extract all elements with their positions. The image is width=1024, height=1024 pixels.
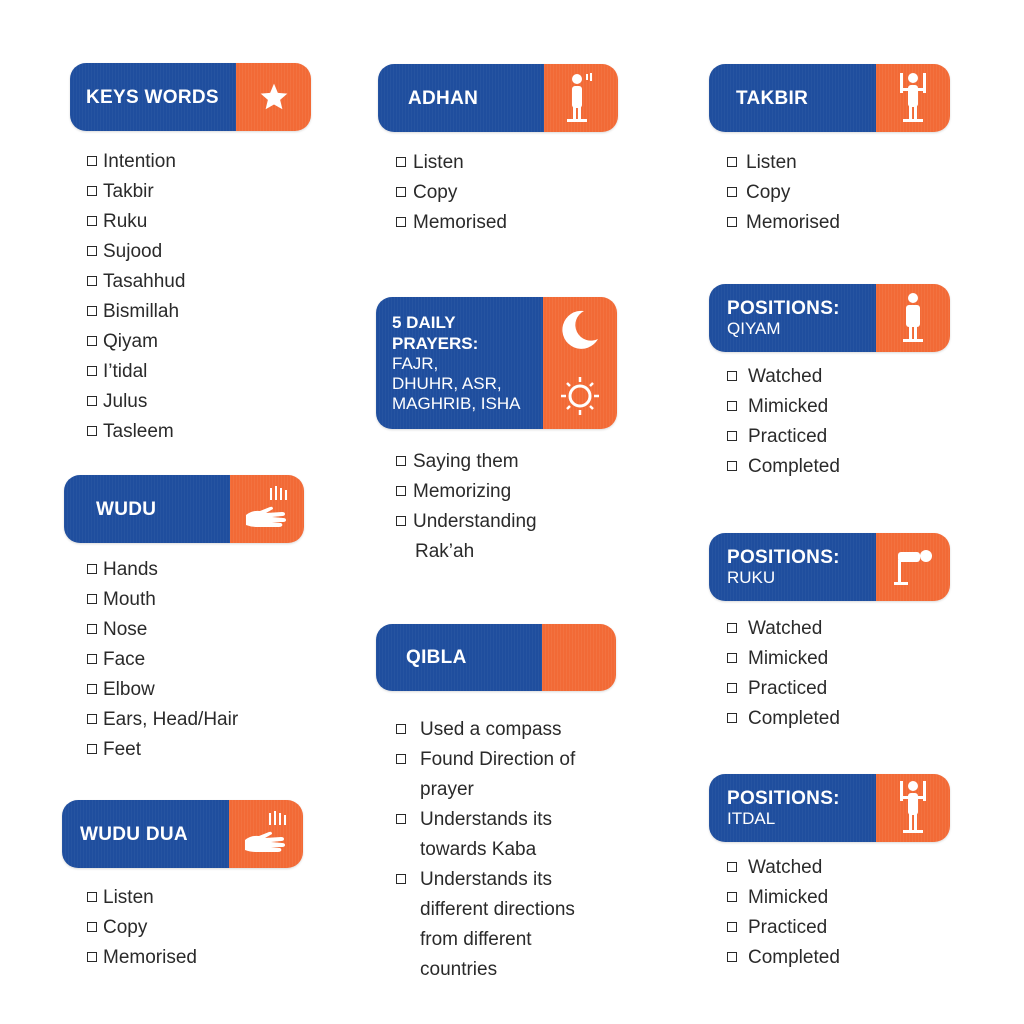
star-icon bbox=[236, 63, 311, 131]
qibla-header bbox=[376, 624, 616, 691]
checklist-item[interactable]: Hands bbox=[87, 555, 238, 585]
checklist-item[interactable]: Mouth bbox=[87, 585, 238, 615]
checkbox[interactable] bbox=[87, 714, 97, 724]
keywords-title: KEYS WORDS bbox=[86, 86, 219, 108]
checklist-item[interactable]: Copy bbox=[396, 178, 507, 208]
keywords-header bbox=[70, 63, 311, 131]
checklist-item[interactable]: Memorised bbox=[87, 943, 197, 973]
checklist-item[interactable]: Listen bbox=[87, 883, 197, 913]
wudu-title: WUDU bbox=[96, 498, 157, 520]
adhan-header bbox=[378, 64, 618, 132]
takbir-list bbox=[727, 148, 840, 238]
checklist-item-continuation: towards Kaba bbox=[420, 839, 537, 860]
checklist-item[interactable]: Memorised bbox=[727, 208, 840, 238]
crescent-moon-icon bbox=[560, 309, 600, 351]
checkbox[interactable] bbox=[87, 564, 97, 574]
checklist-item[interactable]: Feet bbox=[87, 735, 238, 765]
daily-prayers-list bbox=[396, 447, 537, 567]
checklist-item[interactable]: Tasleem bbox=[87, 417, 185, 447]
keywords-list bbox=[87, 147, 185, 447]
hands-raised-figure-icon bbox=[876, 774, 950, 842]
checklist-item-continuation: countries bbox=[420, 959, 498, 980]
checkbox[interactable] bbox=[727, 952, 737, 962]
wudu-header bbox=[64, 475, 304, 543]
qibla-title: QIBLA bbox=[406, 647, 467, 668]
checkbox[interactable] bbox=[87, 306, 97, 316]
checklist-item[interactable]: Practiced bbox=[727, 422, 840, 452]
checkbox[interactable] bbox=[87, 276, 97, 286]
checkbox[interactable] bbox=[727, 713, 737, 723]
checklist-item[interactable]: I’tidal bbox=[87, 357, 185, 387]
bowing-figure-icon bbox=[876, 533, 950, 601]
checklist-item[interactable]: Ears, Head/Hair bbox=[87, 705, 238, 735]
checklist-item-continuation: different directions bbox=[420, 899, 575, 920]
takbir-header bbox=[709, 64, 950, 132]
checkbox[interactable] bbox=[396, 157, 406, 167]
checklist-item[interactable]: Practiced bbox=[727, 913, 840, 943]
checklist-item-continuation: from different bbox=[420, 929, 532, 950]
positions-qiyam-list bbox=[727, 362, 840, 482]
checkbox[interactable] bbox=[87, 744, 97, 754]
checkbox[interactable] bbox=[727, 187, 737, 197]
checklist-item[interactable]: Completed bbox=[727, 452, 840, 482]
checkbox[interactable] bbox=[87, 396, 97, 406]
qibla-orange-panel bbox=[542, 624, 616, 691]
positions-qiyam-subtitle: QIYAM bbox=[727, 319, 781, 338]
checklist-item-continuation: prayer bbox=[420, 779, 474, 800]
wudu-dua-title: WUDU DUA bbox=[80, 823, 188, 845]
checklist-item[interactable]: Listen bbox=[396, 148, 507, 178]
checklist-item[interactable]: Listen bbox=[727, 148, 840, 178]
daily-prayers-sub-line1: FAJR, bbox=[392, 354, 439, 373]
checklist-item[interactable]: Intention bbox=[87, 147, 185, 177]
checklist-item[interactable]: Memorizing bbox=[396, 477, 537, 507]
positions-ruku-header bbox=[709, 533, 950, 601]
checkbox[interactable] bbox=[727, 401, 737, 411]
checkbox[interactable] bbox=[727, 892, 737, 902]
wudu-dua-header bbox=[62, 800, 303, 868]
positions-qiyam-header bbox=[709, 284, 950, 352]
checklist-item[interactable]: Julus bbox=[87, 387, 185, 417]
checkbox[interactable] bbox=[727, 371, 737, 381]
checkbox[interactable] bbox=[396, 754, 406, 764]
checkbox[interactable] bbox=[87, 216, 97, 226]
checkbox[interactable] bbox=[727, 862, 737, 872]
checklist-item[interactable]: Found Direction of bbox=[396, 745, 575, 775]
positions-itdal-header bbox=[709, 774, 950, 842]
checkbox[interactable] bbox=[727, 217, 737, 227]
checkbox[interactable] bbox=[727, 431, 737, 441]
checklist-item[interactable]: Watched bbox=[727, 614, 840, 644]
standing-figure-icon bbox=[876, 284, 950, 352]
daily-prayers-header bbox=[376, 297, 617, 429]
checklist-item[interactable]: Qiyam bbox=[87, 327, 185, 357]
checklist-item[interactable]: Elbow bbox=[87, 675, 238, 705]
checklist-item[interactable]: Practiced bbox=[727, 674, 840, 704]
checkbox[interactable] bbox=[727, 157, 737, 167]
checkbox[interactable] bbox=[87, 246, 97, 256]
daily-prayers-title-line1: 5 DAILY bbox=[392, 313, 456, 332]
checkbox[interactable] bbox=[727, 653, 737, 663]
checklist-item[interactable]: Understands its bbox=[396, 865, 575, 895]
positions-ruku-list bbox=[727, 614, 840, 734]
checkbox[interactable] bbox=[87, 654, 97, 664]
checkbox[interactable] bbox=[396, 217, 406, 227]
positions-itdal-title: POSITIONS: bbox=[727, 788, 840, 809]
wudu-dua-list bbox=[87, 883, 197, 973]
checkbox[interactable] bbox=[727, 922, 737, 932]
washing-hand-icon bbox=[230, 475, 304, 543]
checkbox[interactable] bbox=[87, 336, 97, 346]
checklist-item[interactable]: Ruku bbox=[87, 207, 185, 237]
daily-prayers-title-line2: PRAYERS: bbox=[392, 334, 479, 353]
checkbox[interactable] bbox=[87, 892, 97, 902]
checklist-item[interactable]: Nose bbox=[87, 615, 238, 645]
checkbox[interactable] bbox=[87, 156, 97, 166]
checkbox[interactable] bbox=[396, 874, 406, 884]
checklist-item[interactable]: Completed bbox=[727, 943, 840, 973]
calling-figure-icon bbox=[544, 64, 618, 132]
checkbox[interactable] bbox=[727, 683, 737, 693]
checkbox[interactable] bbox=[87, 922, 97, 932]
checklist-item[interactable]: Watched bbox=[727, 362, 840, 392]
positions-ruku-title: POSITIONS: bbox=[727, 547, 840, 568]
wudu-list bbox=[87, 555, 238, 765]
checkbox[interactable] bbox=[727, 623, 737, 633]
checklist-item[interactable]: Takbir bbox=[87, 177, 185, 207]
adhan-list bbox=[396, 148, 507, 238]
checkbox[interactable] bbox=[87, 624, 97, 634]
checklist-item-continuation: Rak’ah bbox=[415, 541, 475, 562]
checklist-item[interactable]: Saying them bbox=[396, 447, 537, 477]
checklist-item[interactable]: Completed bbox=[727, 704, 840, 734]
positions-ruku-subtitle: RUKU bbox=[727, 568, 776, 587]
checkbox[interactable] bbox=[87, 594, 97, 604]
washing-hand-icon bbox=[229, 800, 303, 868]
checklist-item[interactable]: Understanding bbox=[396, 507, 537, 537]
checklist-item[interactable]: Mimicked bbox=[727, 883, 840, 913]
checkbox[interactable] bbox=[727, 461, 737, 471]
sun-icon bbox=[559, 375, 601, 417]
checklist-item[interactable]: Used a compass bbox=[396, 715, 575, 745]
hands-raised-figure-icon bbox=[876, 64, 950, 132]
checklist-item[interactable]: Memorised bbox=[396, 208, 507, 238]
checkbox[interactable] bbox=[396, 187, 406, 197]
takbir-title: TAKBIR bbox=[736, 87, 809, 109]
checklist-item[interactable]: Watched bbox=[727, 853, 840, 883]
qibla-list bbox=[396, 715, 575, 985]
checkbox[interactable] bbox=[87, 952, 97, 962]
daily-prayers-sub-line3: MAGHRIB, ISHA bbox=[392, 394, 521, 413]
checklist-item[interactable]: Bismillah bbox=[87, 297, 185, 327]
checkbox[interactable] bbox=[87, 366, 97, 376]
positions-itdal-subtitle: ITDAL bbox=[727, 809, 776, 828]
checkbox[interactable] bbox=[396, 516, 406, 526]
checklist-item[interactable]: Mimicked bbox=[727, 644, 840, 674]
checkbox[interactable] bbox=[87, 684, 97, 694]
checkbox[interactable] bbox=[396, 486, 406, 496]
daily-prayers-sub-line2: DHUHR, ASR, bbox=[392, 374, 502, 393]
checklist-item[interactable]: Mimicked bbox=[727, 392, 840, 422]
checkbox[interactable] bbox=[396, 456, 406, 466]
checkbox[interactable] bbox=[87, 426, 97, 436]
positions-qiyam-title: POSITIONS: bbox=[727, 298, 840, 319]
positions-itdal-list bbox=[727, 853, 840, 973]
checkbox[interactable] bbox=[396, 814, 406, 824]
checkbox[interactable] bbox=[87, 186, 97, 196]
checklist-item[interactable]: Copy bbox=[727, 178, 840, 208]
checklist-item[interactable]: Sujood bbox=[87, 237, 185, 267]
checkbox[interactable] bbox=[396, 724, 406, 734]
checklist-item[interactable]: Understands its bbox=[396, 805, 575, 835]
checklist-item[interactable]: Copy bbox=[87, 913, 197, 943]
adhan-title: ADHAN bbox=[408, 87, 479, 109]
checklist-item[interactable]: Face bbox=[87, 645, 238, 675]
checklist-item[interactable]: Tasahhud bbox=[87, 267, 185, 297]
